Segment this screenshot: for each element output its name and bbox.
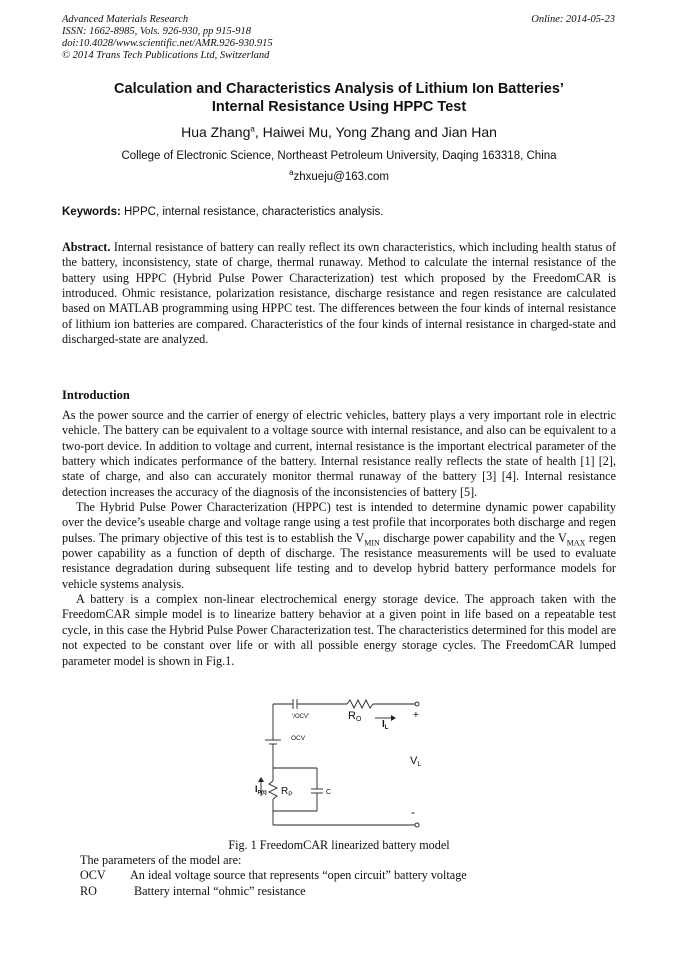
parameter-list [80, 853, 467, 899]
abstract-label: Abstract. [62, 240, 111, 254]
doi: doi:10.4028/www.scientific.net/AMR.926-930.915 [62, 38, 273, 49]
vmax-sub: MAX [566, 538, 586, 548]
email-address: zhxueju@163.com [293, 171, 389, 183]
params-intro: The parameters of the model are: [80, 853, 242, 867]
param-symbol: OCV [80, 868, 106, 883]
figure-caption: Fig. 1 FreedomCAR linearized battery model [228, 838, 450, 852]
introduction-body [62, 408, 616, 669]
abstract [62, 240, 616, 347]
intro-paragraph-3: A battery is a complex non-linear electrochemical energy storage device. The approach taken with the FreedomCAR simple model is to linearize battery behavior at a given point in life based on a repeatable test cycle, in this case the Hybrid Pulse Power Characterization test. The characteristics determined for this model are not expected to be constant over life or with all possible energy storage cycles. The FreedomCAR lumped parameter model is shown in Fig.1. [62, 592, 616, 668]
param-row [80, 868, 467, 883]
section-heading-introduction: Introduction [62, 388, 130, 402]
email-sup: a [289, 168, 294, 178]
minus-label: - [411, 805, 415, 819]
intro-p2-part-c: regen power capability as a function of depth of discharge. The resistance measurements will be used to evaluate resistance degradation during subsequent life testing and to develop hybrid battery performance models for vehicle systems analysis. [62, 530, 616, 591]
abstract-text: Internal resistance of battery can really reflect its own characteristics, which including health status of the battery, inconsistency, state of charge, thermal runaway. Method to calculate the internal resistance of the battery using HPPC (Hybrid Pulse Power Characterization) test which proposed by the FreedomCAR is introduced. Ohmic resistance, polarization resistance, discharge resistance and regen resistance are calculated based on MATLAB programming using HPPC test. The differences between the four kinds of internal resistance of lithium ion batteries are compared. Characteristics of the four kinds of internal resistance in charged-state and discharged-state are analyzed. [62, 240, 616, 347]
param-description: Battery internal “ohmic” resistance [134, 883, 306, 898]
intro-paragraph-1: As the power source and the carrier of energy of electric vehicles, battery plays a very important role in electric vehicle. The battery can be equivalent to a voltage source with internal resistance, and also can be equivalent to a two-port device. In addition to voltage and current, internal resistance is the important electrical parameter of the battery which indicates performance of the battery. Internal resistance really reflects the state of health [1] [2], state of charge, and also can accurately monitor thermal runaway of the battery [3] [4]. Internal resistance detection increases the accuracy of the diagnosis of the inconsistencies of battery [5]. [62, 408, 616, 499]
author-1-sup: a [250, 124, 255, 134]
param-row [80, 884, 467, 899]
title-line-2: Internal Resistance Using HPPC Test [211, 99, 467, 115]
ip-arrow-head [258, 777, 264, 782]
copyright: © 2014 Trans Tech Publications Ltd, Switzerland [62, 50, 270, 61]
c-label: C [326, 789, 332, 796]
terminal-plus [415, 702, 419, 706]
rp-resistor [269, 781, 277, 799]
issn: ISSN: 1662-8985, Vols. 926-930, pp 915-918 [62, 26, 251, 37]
ro-resistor [347, 700, 373, 708]
ocv-label: OCV [291, 735, 306, 742]
vmin-sub: MIN [364, 538, 380, 548]
terminal-minus [415, 823, 419, 827]
authors [62, 124, 616, 140]
ip-label: $I_{P(t)}$ [255, 784, 267, 796]
affiliation: College of Electronic Science, Northeast Petroleum University, Daqing 163318, China [121, 150, 557, 162]
authors-rest: , Haiwei Mu, Yong Zhang and Jian Han [254, 124, 497, 140]
circuit-diagram [255, 696, 435, 834]
journal-name: Advanced Materials Research [62, 14, 189, 25]
vl-label: VL [410, 755, 422, 768]
ocv-prime-label: ‘/OCV’ [292, 714, 310, 720]
param-symbol: RO [80, 883, 97, 898]
paper-title [62, 80, 616, 116]
intro-p2-part-a: The Hybrid Pulse Power Characterization (HPPC) test is intended to determine dynamic power capability over the device’s useable charge and voltage range using a test profile that incorporates both discharge and regen pulses. The primary objective of this test is to establish the V [62, 500, 616, 545]
plus-label: + [413, 710, 419, 721]
il-arrow-head [391, 715, 396, 721]
intro-p2-part-b: discharge power capability and the V [379, 530, 567, 545]
email [62, 168, 616, 183]
keywords-text: HPPC, internal resistance, characteristics analysis. [120, 206, 384, 218]
intro-paragraph-2 [62, 500, 616, 592]
keywords-label: Keywords: [62, 206, 121, 218]
ro-label: RO [348, 710, 362, 723]
keywords [62, 206, 616, 218]
header-info [62, 14, 273, 62]
online-date: Online: 2014-05-23 [531, 14, 615, 25]
rp-label: $R_P$ [281, 786, 293, 798]
author-1: Hua Zhang [181, 124, 251, 140]
il-label: $I_L$ [382, 719, 389, 731]
title-line-1: Calculation and Characteristics Analysis of Lithium Ion Batteries’ [114, 81, 564, 97]
param-description: An ideal voltage source that represents “open circuit” battery voltage [130, 868, 467, 883]
